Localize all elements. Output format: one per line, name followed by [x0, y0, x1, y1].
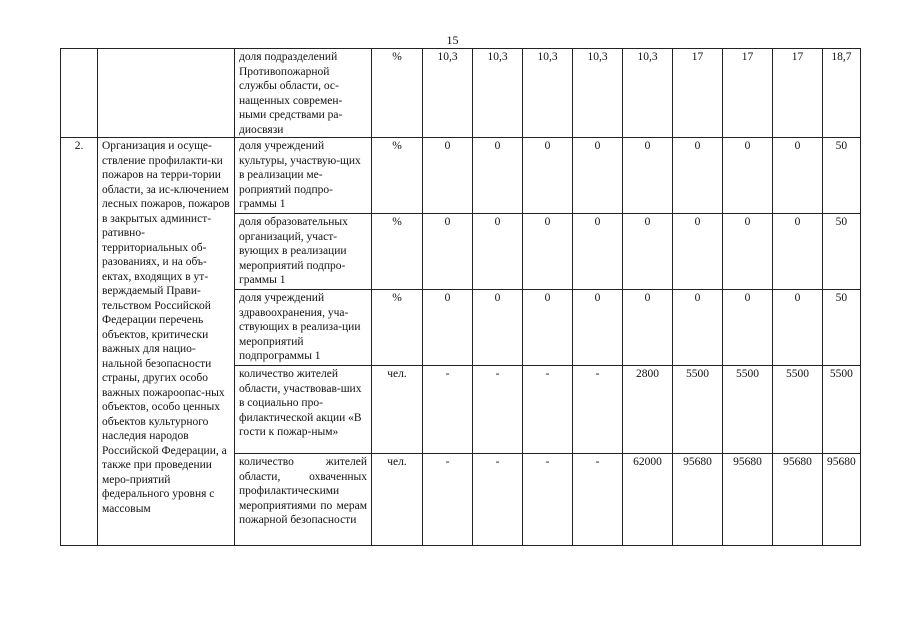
table-row: [61, 138, 861, 214]
unit-cell: %: [372, 290, 423, 366]
value-cell: 0: [473, 214, 523, 290]
table-row: [61, 49, 861, 138]
value-cell: 17: [773, 49, 823, 138]
unit-cell: %: [372, 138, 423, 214]
value-cell: -: [473, 366, 523, 454]
value-cell: 0: [423, 290, 473, 366]
value-cell: 0: [473, 290, 523, 366]
task-cell: [98, 49, 235, 138]
value-cell: 10,3: [623, 49, 673, 138]
task-description: Организация и осуще-ствление профилакти-ки пожаров на терри-тории области, за ис-ключением лесных пожаров, пожаров в закрытых админист-ративно-территориальных об-разованиях, и на объ-ектах, входящих в ут-верждаемый Прави-тельством Российской Федерации перечень объектов, критически важных для нацио-нальной безопасности страны, других особо важных пожароопас-ных объектов, особо ценных объектов культурного наследия народов Российской Федерации, а также при проведении меро-приятий федерального уровня с массовым: [98, 138, 235, 546]
value-cell: 17: [673, 49, 723, 138]
value-cell: 0: [423, 138, 473, 214]
value-cell: 10,3: [423, 49, 473, 138]
value-cell: 62000: [623, 454, 673, 546]
value-cell: 50: [823, 290, 861, 366]
value-cell: 5500: [823, 366, 861, 454]
value-cell: -: [473, 454, 523, 546]
value-cell: 0: [723, 138, 773, 214]
unit-cell: чел.: [372, 366, 423, 454]
value-cell: 0: [623, 214, 673, 290]
value-cell: 95680: [673, 454, 723, 546]
indicators-table: [60, 48, 861, 546]
value-cell: 95680: [723, 454, 773, 546]
value-cell: 0: [423, 214, 473, 290]
value-cell: 0: [673, 138, 723, 214]
indicator-name: доля образовательных организаций, участ-вующих в реализации мероприятий подпро-граммы 1: [235, 214, 372, 290]
indicator-name: количество жителей области, участвовав-ших в социально про-филактической акции «В гости к пожар-ным»: [235, 366, 372, 454]
value-cell: 0: [523, 290, 573, 366]
value-cell: 17: [723, 49, 773, 138]
indicator-name: доля учреждений культуры, участвую-щих в реализации ме-роприятий подпро-граммы 1: [235, 138, 372, 214]
value-cell: 0: [773, 290, 823, 366]
row-number-cell: [61, 49, 98, 138]
value-cell: -: [573, 366, 623, 454]
value-cell: -: [523, 366, 573, 454]
value-cell: 50: [823, 214, 861, 290]
unit-cell: %: [372, 214, 423, 290]
value-cell: 0: [673, 290, 723, 366]
value-cell: 0: [523, 138, 573, 214]
value-cell: -: [423, 366, 473, 454]
value-cell: 0: [773, 138, 823, 214]
value-cell: 5500: [723, 366, 773, 454]
unit-cell: чел.: [372, 454, 423, 546]
value-cell: 0: [573, 290, 623, 366]
indicator-name: количество жителей области, охваченных профилактическими мероприятиями по мерам пожарной безопасности: [235, 454, 372, 546]
value-cell: 0: [723, 290, 773, 366]
value-cell: 0: [723, 214, 773, 290]
value-cell: 10,3: [523, 49, 573, 138]
value-cell: -: [573, 454, 623, 546]
value-cell: 95680: [773, 454, 823, 546]
value-cell: 0: [623, 138, 673, 214]
value-cell: 10,3: [573, 49, 623, 138]
value-cell: 0: [773, 214, 823, 290]
value-cell: 0: [523, 214, 573, 290]
value-cell: 0: [623, 290, 673, 366]
value-cell: -: [423, 454, 473, 546]
value-cell: 0: [573, 214, 623, 290]
value-cell: 18,7: [823, 49, 861, 138]
page-number: 15: [446, 33, 459, 47]
value-cell: 2800: [623, 366, 673, 454]
indicator-name: доля подразделений Противопожарной службы области, ос-нащенных современ-ными средствами ра-диосвязи: [235, 49, 372, 138]
value-cell: 5500: [673, 366, 723, 454]
value-cell: -: [523, 454, 573, 546]
value-cell: 0: [673, 214, 723, 290]
value-cell: 50: [823, 138, 861, 214]
value-cell: 10,3: [473, 49, 523, 138]
indicator-name: доля учреждений здравоохранения, уча-ствующих в реализа-ции мероприятий подпрограммы 1: [235, 290, 372, 366]
unit-cell: %: [372, 49, 423, 138]
value-cell: 5500: [773, 366, 823, 454]
task-number: 2.: [61, 138, 98, 546]
value-cell: 0: [473, 138, 523, 214]
value-cell: 95680: [823, 454, 861, 546]
value-cell: 0: [573, 138, 623, 214]
